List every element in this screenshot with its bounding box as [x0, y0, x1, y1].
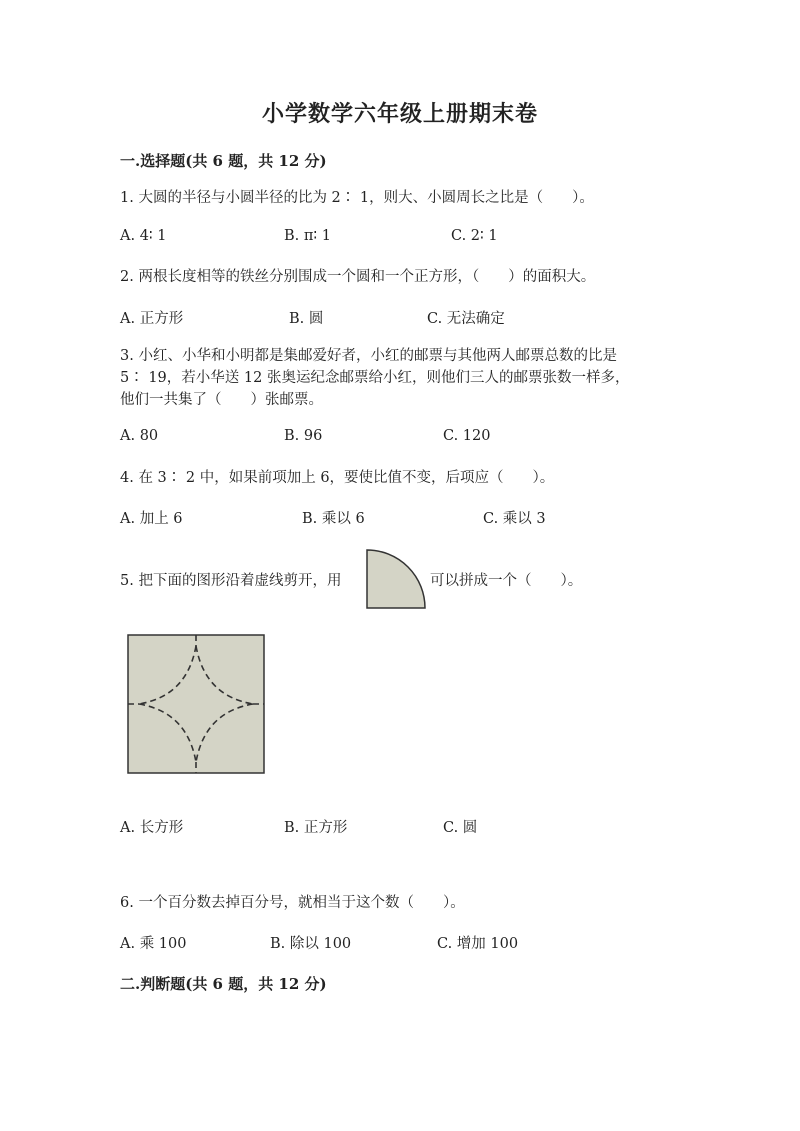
question-3-line-2: 5∶ 19，若小华送 12 张奥运纪念邮票给小红，则他们三人的邮票张数一样多， [120, 370, 630, 386]
q6-option-b: B. 除以 100 [270, 936, 352, 952]
section-heading-choice: 一.选择题(共 6 题，共 12 分) [120, 152, 327, 170]
q1-option-a: A. 4∶ 1 [120, 228, 167, 244]
q2-option-c: C. 无法确定 [427, 311, 505, 327]
q5-option-a: A. 长方形 [120, 820, 184, 836]
q6-option-c: C. 增加 100 [437, 936, 519, 952]
q4-option-c: C. 乘以 3 [483, 511, 546, 527]
q2-option-b: B. 圆 [289, 311, 324, 327]
question-3-line-1: 3. 小红、小华和小明都是集邮爱好者，小红的邮票与其他两人邮票总数的比是 [120, 348, 617, 364]
q3-option-c: C. 120 [443, 428, 491, 444]
page-title: 小学数学六年级上册期末卷 [261, 101, 538, 127]
square-shape [128, 635, 264, 773]
question-4: 4. 在 3∶ 2 中，如果前项加上 6，要使比值不变，后项应（ ）。 [120, 470, 555, 486]
q4-option-a: A. 加上 6 [120, 511, 183, 527]
q2-option-a: A. 正方形 [120, 311, 184, 327]
q5-option-b: B. 正方形 [284, 820, 348, 836]
q1-option-c: C. 2∶ 1 [451, 228, 498, 244]
q6-option-a: A. 乘 100 [120, 936, 187, 952]
question-2: 2. 两根长度相等的铁丝分别围成一个圆和一个正方形，（ ）的面积大。 [120, 269, 596, 285]
q5-option-c: C. 圆 [443, 820, 478, 836]
question-3-line-3: 他们一共集了（ ）张邮票。 [120, 392, 323, 408]
q3-option-b: B. 96 [284, 428, 323, 444]
quarter-circle-figure [366, 549, 428, 611]
quarter-circle-shape [367, 550, 425, 608]
q3-option-a: A. 80 [120, 428, 159, 444]
question-5-text-before: 5. 把下面的图形沿着虚线剪开，用 [120, 573, 342, 589]
square-dashed-arcs-figure [127, 634, 265, 774]
q4-option-b: B. 乘以 6 [302, 511, 365, 527]
question-1: 1. 大圆的半径与小圆半径的比为 2∶ 1，则大、小圆周长之比是（ ）。 [120, 190, 594, 206]
question-6: 6. 一个百分数去掉百分号，就相当于这个数（ ）。 [120, 895, 465, 911]
q1-option-b: B. π∶ 1 [284, 228, 332, 244]
section-heading-true-false: 二.判断题(共 6 题，共 12 分) [120, 975, 327, 993]
question-5-text-after: 可以拼成一个（ ）。 [430, 573, 583, 589]
